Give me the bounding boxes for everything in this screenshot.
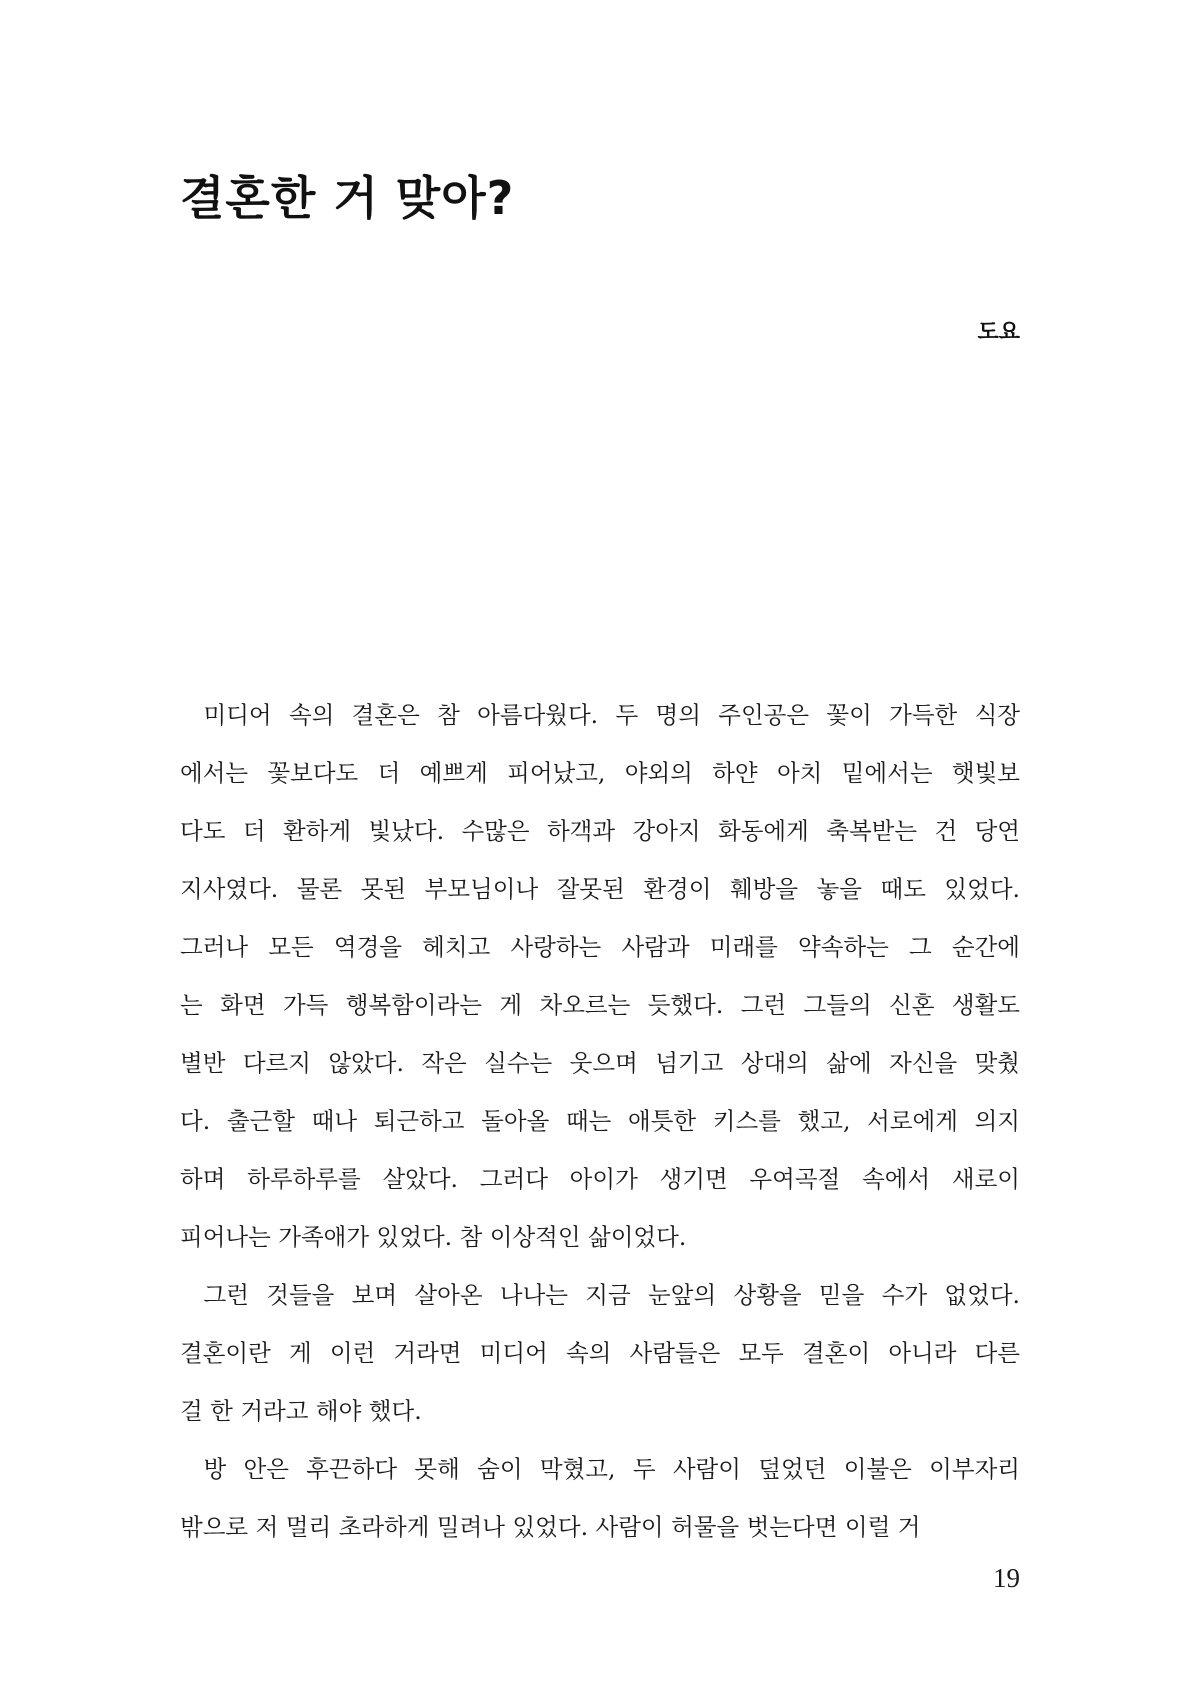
- text-line: 다도 더 환하게 빛났다. 수많은 하객과 강아지 화동에게 축복받는 건 당연: [180, 817, 1020, 845]
- author-name: 도요: [977, 320, 1020, 345]
- paragraph: [180, 686, 1020, 1266]
- text-line: 미디어 속의 결혼은 참 아름다웠다. 두 명의 주인공은 꽃이 가득한 식장: [203, 701, 1020, 729]
- text-line: 는 화면 가득 행복함이라는 게 차오르는 듯했다. 그런 그들의 신혼 생활도: [180, 991, 1020, 1019]
- text-line: 에서는 꽃보다도 더 예쁘게 피어났고, 야외의 하얀 아치 밑에서는 햇빛보: [180, 759, 1020, 787]
- text-line: 지사였다. 물론 못된 부모님이나 잘못된 환경이 훼방을 놓을 때도 있었다.: [180, 875, 1020, 903]
- text-line: 밖으로 저 멀리 초라하게 밀려나 있었다. 사람이 허물을 벗는다면 이럴 거: [180, 1513, 921, 1541]
- text-line: 하며 하루하루를 살았다. 그러다 아이가 생기면 우여곡절 속에서 새로이: [180, 1165, 1020, 1193]
- text-line: 그런 것들을 보며 살아온 나나는 지금 눈앞의 상황을 믿을 수가 없었다.: [203, 1281, 1020, 1309]
- text-line: 그러나 모든 역경을 헤치고 사랑하는 사람과 미래를 약속하는 그 순간에: [180, 933, 1020, 961]
- text-line: 피어나는 가족애가 있었다. 참 이상적인 삶이었다.: [180, 1223, 687, 1251]
- text-line: 결혼이란 게 이런 거라면 미디어 속의 사람들은 모두 결혼이 아니라 다른: [180, 1339, 1020, 1367]
- paragraph: [180, 1440, 1020, 1556]
- text-line: 다. 출근할 때나 퇴근하고 돌아올 때는 애틋한 키스를 했고, 서로에게 의지: [180, 1107, 1020, 1135]
- paragraph: [180, 1266, 1020, 1440]
- body-text: [180, 686, 1020, 1556]
- text-line: 별반 다르지 않았다. 작은 실수는 웃으며 넘기고 상대의 삶에 자신을 맞췄: [180, 1049, 1020, 1077]
- page-number: 19: [993, 1563, 1020, 1593]
- text-line: 방 안은 후끈하다 못해 숨이 막혔고, 두 사람이 덮었던 이불은 이부자리: [203, 1455, 1020, 1483]
- text-line: 걸 한 거라고 해야 했다.: [180, 1397, 422, 1425]
- chapter-title: 결혼한 거 맞아?: [180, 171, 515, 225]
